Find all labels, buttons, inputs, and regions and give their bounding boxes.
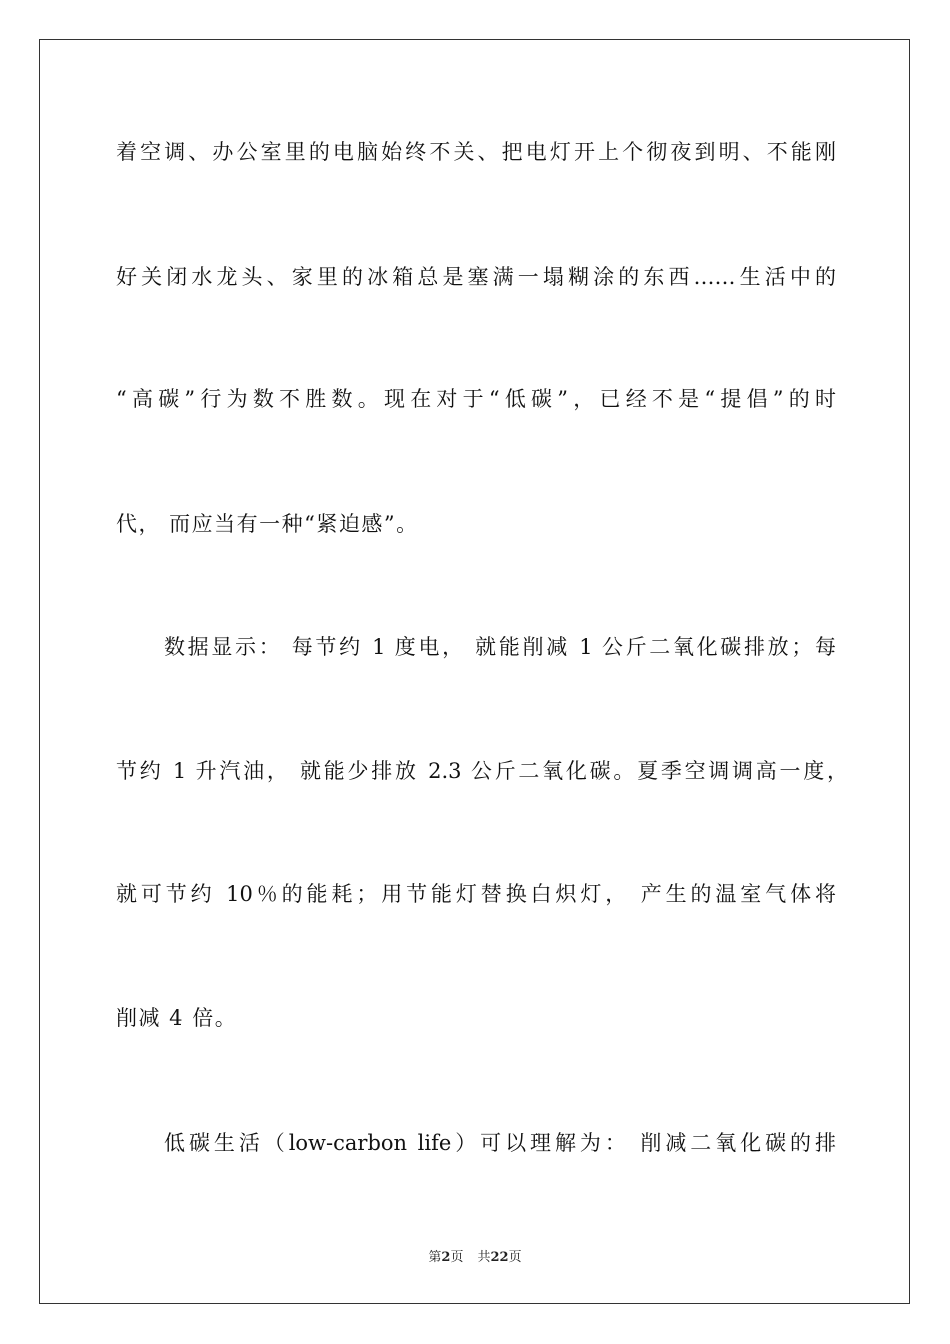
footer-page-number: 2: [441, 1250, 451, 1265]
footer-total-prefix: 共: [477, 1250, 491, 1265]
text-line-2: 好关闭水龙头、家里的冰箱总是塞满一塌糊涂的东西……生活中的: [116, 265, 836, 289]
footer-page-suffix: 页: [450, 1250, 464, 1265]
text-line-6: 节约 1 升汽油， 就能少排放 2.3 公斤二氧化碳。夏季空调调高一度，: [116, 759, 848, 783]
text-line-8: 削减 4 倍。: [116, 1006, 238, 1030]
text-line-7: 就可节约 10％的能耗；用节能灯替换白炽灯， 产生的温室气体将: [116, 882, 836, 906]
paragraph-lowcarbon-first-line: 低碳生活（low-carbon life）可以理解为： 削减二氧化碳的排: [164, 1131, 836, 1155]
text-line-3: “高碳”行为数不胜数。现在对于“低碳”，已经不是“提倡”的时: [116, 387, 836, 411]
footer-page-prefix: 第: [428, 1250, 442, 1265]
footer-total-suffix: 页: [508, 1250, 522, 1265]
paragraph-data-first-line: 数据显示： 每节约 1 度电， 就能削减 1 公斤二氧化碳排放；每: [164, 635, 836, 659]
page-border: [39, 39, 910, 1304]
footer-total-pages: 22: [490, 1250, 509, 1265]
text-line-1: 着空调、办公室里的电脑始终不关、把电灯开上个彻夜到明、不能刚: [116, 140, 836, 164]
page-footer: [0, 1246, 950, 1265]
text-line-4: 代， 而应当有一种“紧迫感”。: [116, 512, 419, 536]
